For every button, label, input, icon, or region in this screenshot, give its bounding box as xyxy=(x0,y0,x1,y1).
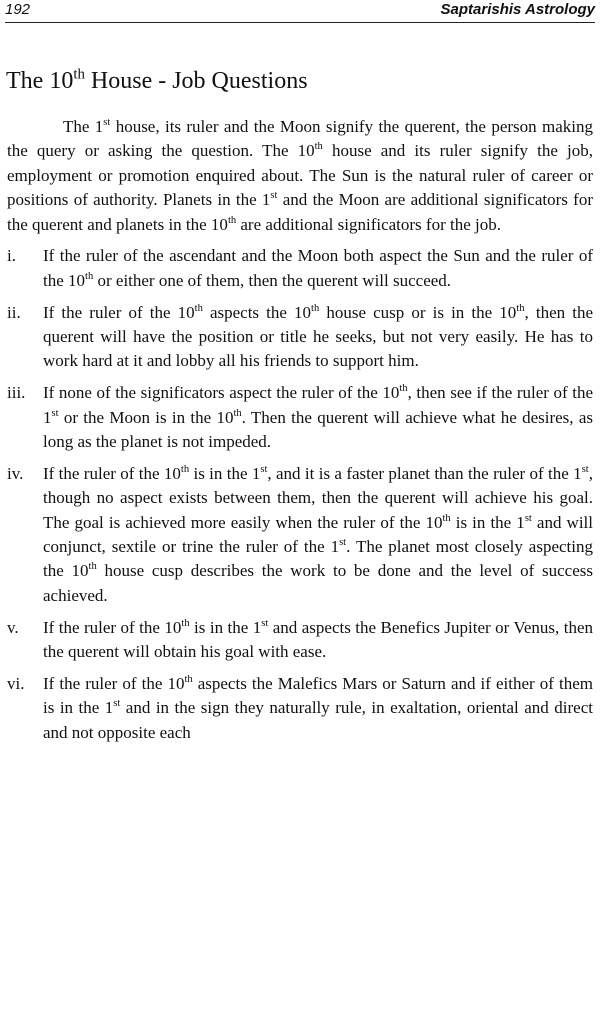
ordinal-sup: st xyxy=(260,464,268,475)
text-run: If the ruler of the 10 xyxy=(43,463,181,483)
ordinal-sup: st xyxy=(261,617,269,629)
title-main: The 10 xyxy=(6,68,74,94)
list-item-iii xyxy=(7,381,593,454)
text-run: or either one of them, then the querent will succeed. xyxy=(93,270,452,290)
ordinal-sup: th xyxy=(516,302,525,314)
page-title xyxy=(6,68,308,95)
text-run: house cusp describes the work to be done and the level of success achieved. xyxy=(43,561,593,605)
page-number: 192 xyxy=(5,1,31,18)
text-run: , then the querent will have the position or title he seeks, but not very easily. He has to work hard at it and lobby all his friends to support him. xyxy=(43,302,593,371)
running-header xyxy=(5,0,595,23)
text-run: and in the sign they naturally rule, in exaltation, oriental and direct and not opposite each xyxy=(43,698,593,742)
ordinal-sup: th xyxy=(233,407,242,419)
title-rest: House - Job Questions xyxy=(84,68,308,94)
ordinal-sup: th xyxy=(181,617,190,629)
ordinal-sup: th xyxy=(85,270,94,282)
list-item-v xyxy=(7,616,593,665)
intro-paragraph xyxy=(7,115,593,237)
list-item-vi xyxy=(7,672,593,745)
ordinal-sup: st xyxy=(51,407,59,419)
ordinal-sup: st xyxy=(524,512,532,524)
text-run: , then see if the ruler of the 1 xyxy=(43,383,593,427)
list-item-i xyxy=(7,244,593,293)
text-run: and aspects the Benefics Jupiter or Venus, then the querent will obtain his goal with ease. xyxy=(43,617,593,662)
list-text xyxy=(43,244,593,293)
list-numeral: v. xyxy=(7,617,19,637)
list-numeral: iii. xyxy=(7,383,26,403)
text-run: The 1 xyxy=(63,117,104,136)
ordinal-sup: th xyxy=(314,141,323,153)
body-text xyxy=(7,115,593,745)
text-run: or the Moon is in the 10 xyxy=(58,407,234,427)
list-text xyxy=(43,462,593,608)
text-run: is in the 1 xyxy=(189,617,262,637)
list-text xyxy=(43,381,593,454)
ordinal-sup: th xyxy=(184,674,193,686)
list-numeral: vi. xyxy=(7,673,25,693)
ordinal-sup: th xyxy=(399,383,408,395)
ordinal-sup: th xyxy=(442,512,451,524)
text-run: aspects the Malefics Mars or Saturn and if either of them is in the 1 xyxy=(43,673,593,718)
text-run: are additional significators for the job. xyxy=(236,214,501,234)
ordinal-sup: st xyxy=(113,698,121,710)
ordinal-sup: st xyxy=(581,464,589,475)
text-run: If the ruler of the 10 xyxy=(43,617,182,637)
list-numeral: i. xyxy=(7,246,16,266)
title-sup: th xyxy=(73,66,85,83)
text-run: is in the 1 xyxy=(450,512,525,532)
ordinal-sup: th xyxy=(180,464,190,475)
text-run: house, its ruler and the Moon signify the querent, the person making the query or asking the question. The 10 xyxy=(7,117,593,161)
text-run: If none of the significators aspect the ruler of the 10 xyxy=(43,383,400,403)
ordinal-sup: st xyxy=(270,190,278,202)
list-text xyxy=(43,616,593,665)
text-run: house and its ruler signify the job, employment or promotion enquired about. The Sun is the natural ruler of career or positions of authority. Planets in the 1 xyxy=(7,141,593,210)
text-run: and will conjunct, sextile or trine the ruler of the 1 xyxy=(43,512,593,557)
ordinal-sup: st xyxy=(339,537,347,549)
list-item-iv xyxy=(7,462,593,608)
text-run: is in the 1 xyxy=(189,463,261,483)
text-run: and the Moon are additional significators for the querent and planets in the 10 xyxy=(7,190,593,234)
ordinal-sup: th xyxy=(311,302,320,314)
text-run: , and it is a faster planet than the ruler of the 1 xyxy=(267,463,582,483)
list-item-ii xyxy=(7,301,593,374)
ordinal-sup: th xyxy=(227,214,237,226)
list-numeral: iv. xyxy=(7,463,24,483)
text-run: . The planet most closely aspecting the 10 xyxy=(43,537,593,581)
text-run: . Then the querent will achieve what he desires, as long as the planet is not impeded. xyxy=(43,407,593,452)
text-run: If the ruler of the ascendant and the Moon both aspect the Sun and the ruler of the 10 xyxy=(43,246,593,290)
book-title: Saptarishis Astrology xyxy=(440,1,595,18)
list-numeral: ii. xyxy=(7,302,21,322)
text-run: If the ruler of the 10 xyxy=(43,673,185,693)
list-text xyxy=(43,672,593,745)
text-run: house cusp or is in the 10 xyxy=(319,302,517,322)
text-run: If the ruler of the 10 xyxy=(43,302,195,322)
ordinal-sup: th xyxy=(194,302,203,314)
ordinal-sup: st xyxy=(103,117,111,129)
text-run: , though no aspect exists between them, then the querent will achieve his goal. The goal is achieved more easily when the ruler of the 10 xyxy=(43,463,593,532)
ordinal-sup: th xyxy=(88,561,97,573)
text-run: aspects the 10 xyxy=(202,302,312,322)
list-text xyxy=(43,301,593,374)
